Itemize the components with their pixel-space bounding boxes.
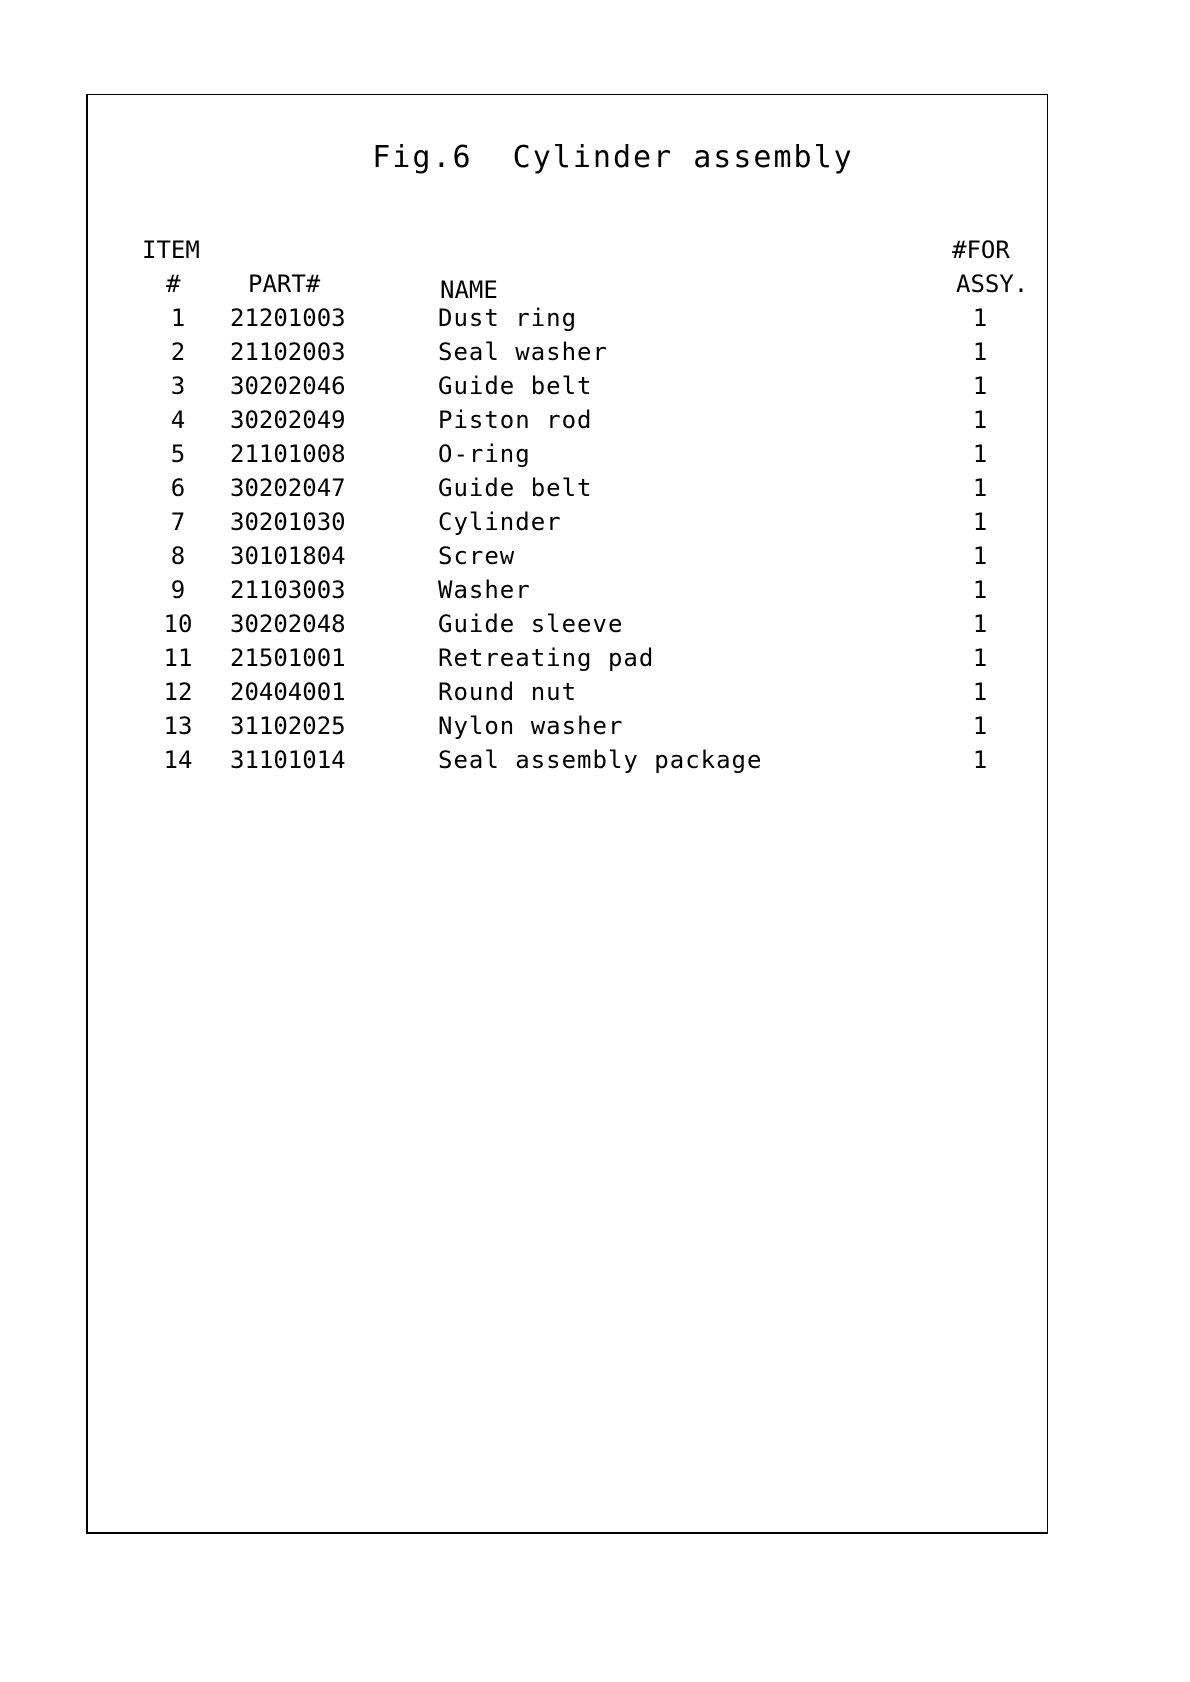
part-number: 21501001	[230, 644, 346, 672]
table-row	[0, 746, 1190, 780]
quantity: 1	[972, 678, 988, 706]
part-number: 30101804	[230, 542, 346, 570]
table-row	[0, 508, 1190, 542]
page-title: Fig.6 Cylinder assembly	[372, 140, 854, 175]
part-number: 30202046	[230, 372, 346, 400]
table-row	[0, 372, 1190, 406]
item-number: 10	[163, 610, 193, 638]
part-number: 30201030	[230, 508, 346, 536]
quantity: 1	[972, 440, 988, 468]
header-qty-line2: ASSY.	[956, 270, 1029, 298]
part-number: 21101008	[230, 440, 346, 468]
part-number: 30202048	[230, 610, 346, 638]
item-number: 5	[170, 440, 186, 468]
part-name: Nylon washer	[438, 712, 624, 740]
quantity: 1	[972, 508, 988, 536]
table-row	[0, 338, 1190, 372]
table-row	[0, 576, 1190, 610]
header-part: PART#	[248, 270, 321, 298]
table-row	[0, 304, 1190, 338]
part-name: O-ring	[438, 440, 531, 468]
quantity: 1	[972, 406, 988, 434]
quantity: 1	[972, 712, 988, 740]
part-name: Cylinder	[438, 508, 562, 536]
part-name: Seal washer	[438, 338, 608, 366]
item-number: 7	[170, 508, 186, 536]
part-name: Seal assembly package	[438, 746, 763, 774]
part-name: Dust ring	[438, 304, 578, 332]
item-number: 6	[170, 474, 186, 502]
header-qty-line1: #FOR	[952, 236, 1010, 264]
item-number: 12	[163, 678, 193, 706]
part-number: 21201003	[230, 304, 346, 332]
quantity: 1	[972, 304, 988, 332]
quantity: 1	[972, 542, 988, 570]
part-number: 30202049	[230, 406, 346, 434]
header-name: NAME	[440, 276, 498, 304]
item-number: 11	[163, 644, 193, 672]
item-number: 9	[170, 576, 186, 604]
part-number: 20404001	[230, 678, 346, 706]
part-number: 21102003	[230, 338, 346, 366]
item-number: 8	[170, 542, 186, 570]
quantity: 1	[972, 746, 988, 774]
part-number: 21103003	[230, 576, 346, 604]
table-row	[0, 610, 1190, 644]
part-name: Washer	[438, 576, 531, 604]
item-number: 3	[170, 372, 186, 400]
part-name: Guide sleeve	[438, 610, 624, 638]
table-row	[0, 542, 1190, 576]
part-number: 31101014	[230, 746, 346, 774]
part-name: Guide belt	[438, 372, 593, 400]
item-number: 4	[170, 406, 186, 434]
part-name: Round nut	[438, 678, 578, 706]
part-number: 31102025	[230, 712, 346, 740]
quantity: 1	[972, 576, 988, 604]
table-row	[0, 474, 1190, 508]
item-number: 14	[163, 746, 193, 774]
part-number: 30202047	[230, 474, 346, 502]
item-number: 13	[163, 712, 193, 740]
header-item-line1: ITEM	[142, 236, 200, 264]
quantity: 1	[972, 474, 988, 502]
table-row	[0, 440, 1190, 474]
table-row	[0, 644, 1190, 678]
table-row	[0, 712, 1190, 746]
part-name: Guide belt	[438, 474, 593, 502]
item-number: 1	[170, 304, 186, 332]
table-row	[0, 678, 1190, 712]
item-number: 2	[170, 338, 186, 366]
part-name: Retreating pad	[438, 644, 655, 672]
part-name: Piston rod	[438, 406, 593, 434]
table-row	[0, 406, 1190, 440]
quantity: 1	[972, 644, 988, 672]
part-name: Screw	[438, 542, 516, 570]
quantity: 1	[972, 372, 988, 400]
quantity: 1	[972, 338, 988, 366]
quantity: 1	[972, 610, 988, 638]
header-item-line2: #	[166, 270, 181, 298]
